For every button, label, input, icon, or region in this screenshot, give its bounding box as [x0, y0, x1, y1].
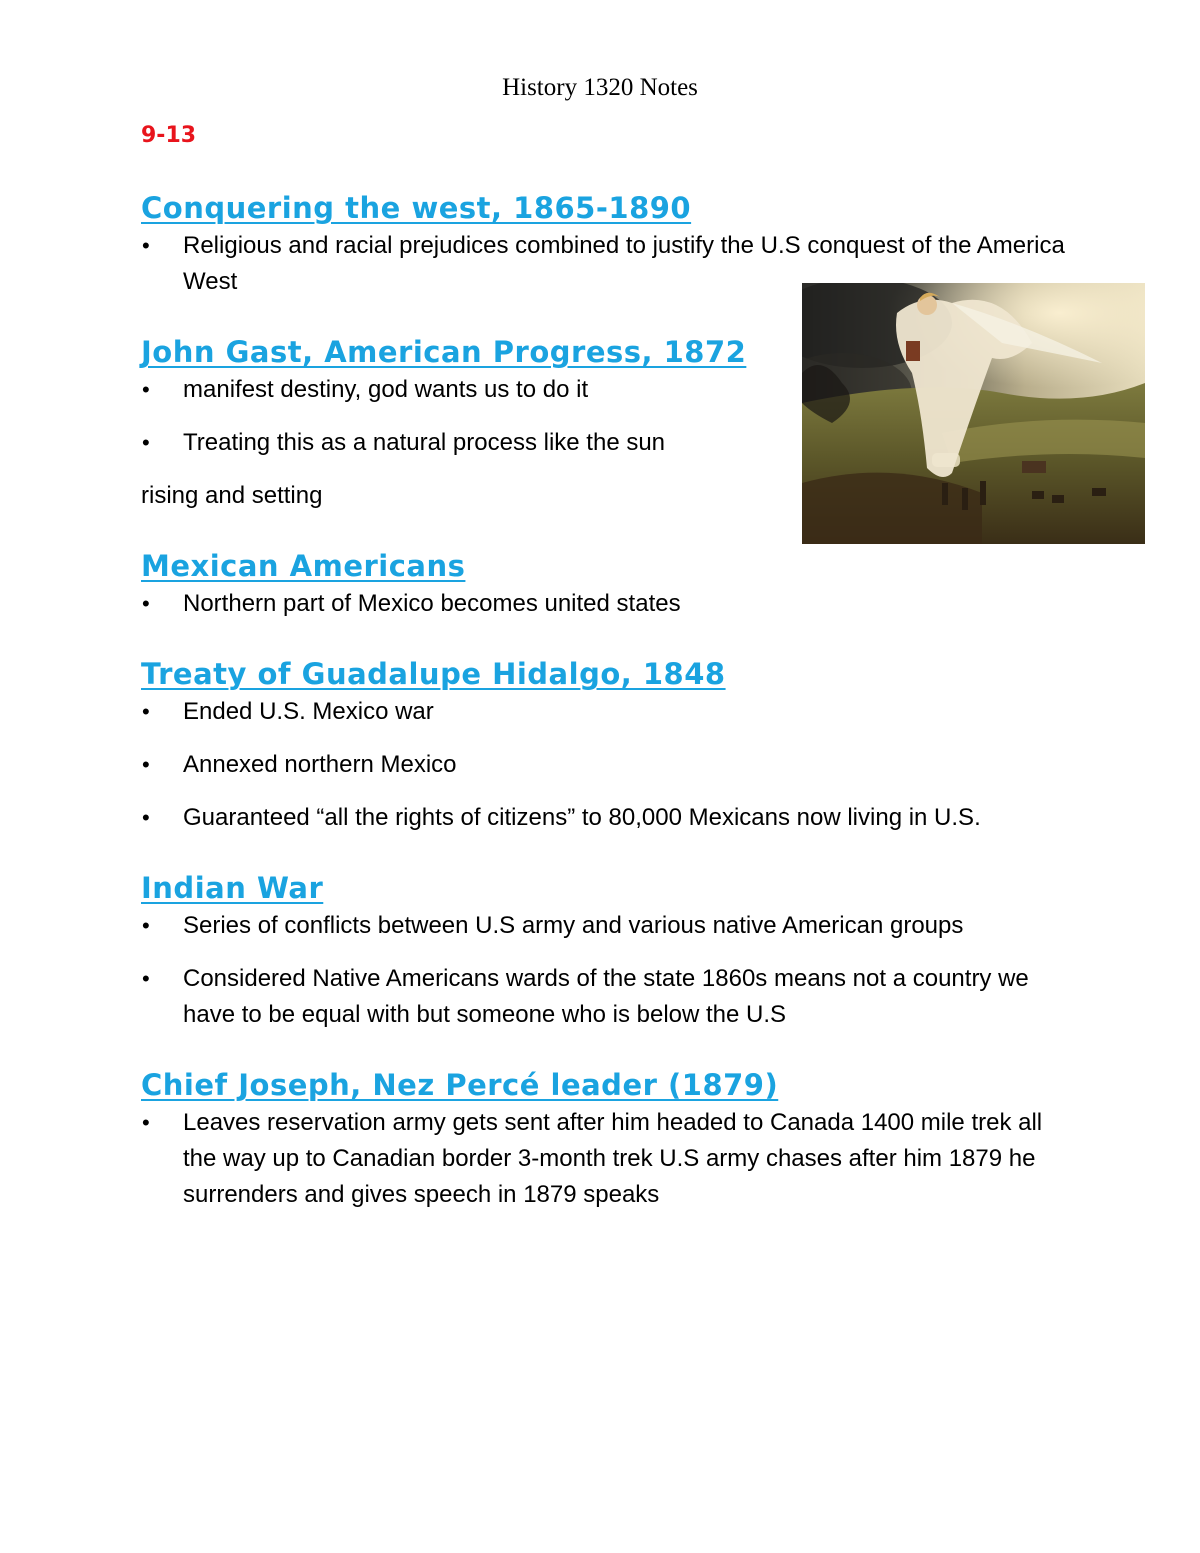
bullet-icon: • [142, 752, 150, 777]
bullet-icon: • [142, 699, 150, 724]
section-mexican-americans [141, 546, 1081, 622]
bullet-icon: • [142, 591, 150, 616]
bullet-icon: • [142, 805, 150, 830]
list-item [141, 800, 1081, 836]
bullet-icon: • [142, 233, 150, 258]
bullet-list [141, 1105, 1081, 1213]
bullet-list [141, 586, 1081, 622]
list-item [141, 372, 761, 408]
list-item [141, 425, 761, 461]
list-item-text: Northern part of Mexico becomes united states [183, 590, 681, 617]
list-item-text: Guaranteed “all the rights of citizens” to 80,000 Mexicans now living in U.S. [183, 804, 981, 831]
list-item [141, 694, 1081, 730]
page-title: History 1320 Notes [502, 74, 698, 101]
continuation-text: rising and setting [141, 482, 323, 509]
list-item-text: Treating this as a natural process like the sun [183, 429, 666, 456]
list-item [141, 1105, 1081, 1213]
bullet-icon: • [142, 377, 150, 402]
american-progress-painting [802, 283, 1145, 544]
section-heading: Treaty of Guadalupe Hidalgo, 1848 [141, 657, 726, 691]
section-indian-war [141, 868, 1081, 1033]
section-treaty-guadalupe-hidalgo [141, 654, 1081, 836]
bullet-list [141, 372, 761, 461]
list-item-text: Ended U.S. Mexico war [183, 698, 434, 725]
list-item-text: Annexed northern Mexico [183, 751, 457, 778]
section-heading: Chief Joseph, Nez Percé leader (1879) [141, 1068, 779, 1102]
section-american-progress [141, 332, 761, 514]
bullet-icon: • [142, 913, 150, 938]
section-heading: Conquering the west, 1865-1890 [141, 191, 692, 225]
date-label: 9-13 [141, 123, 197, 148]
list-item-text: Series of conflicts between U.S army and various native American groups [183, 912, 964, 939]
list-item [141, 908, 1081, 944]
bullet-icon: • [142, 966, 150, 991]
list-item [141, 586, 1081, 622]
bullet-icon: • [142, 430, 150, 455]
section-heading: Indian War [141, 871, 324, 905]
section-heading: Mexican Americans [141, 549, 466, 583]
bullet-list [141, 694, 1081, 836]
list-item [141, 747, 1081, 783]
bullet-icon: • [142, 1110, 150, 1135]
list-item-text: Leaves reservation army gets sent after him headed to Canada 1400 mile trek all the way up to Canadian border 3-month trek U.S army chases after him 1879 he surrenders and gives speech in 1879 speaks [183, 1109, 1043, 1208]
list-item [141, 961, 1081, 1033]
list-item-text: Religious and racial prejudices combined to justify the U.S conquest of the America West [183, 232, 1065, 295]
section-heading: John Gast, American Progress, 1872 [141, 335, 747, 369]
bullet-list [141, 908, 1081, 1033]
list-item-text: Considered Native Americans wards of the state 1860s means not a country we have to be equal with but someone who is below the U.S [183, 965, 1029, 1028]
section-chief-joseph [141, 1065, 1081, 1213]
list-item-text: manifest destiny, god wants us to do it [183, 376, 589, 403]
